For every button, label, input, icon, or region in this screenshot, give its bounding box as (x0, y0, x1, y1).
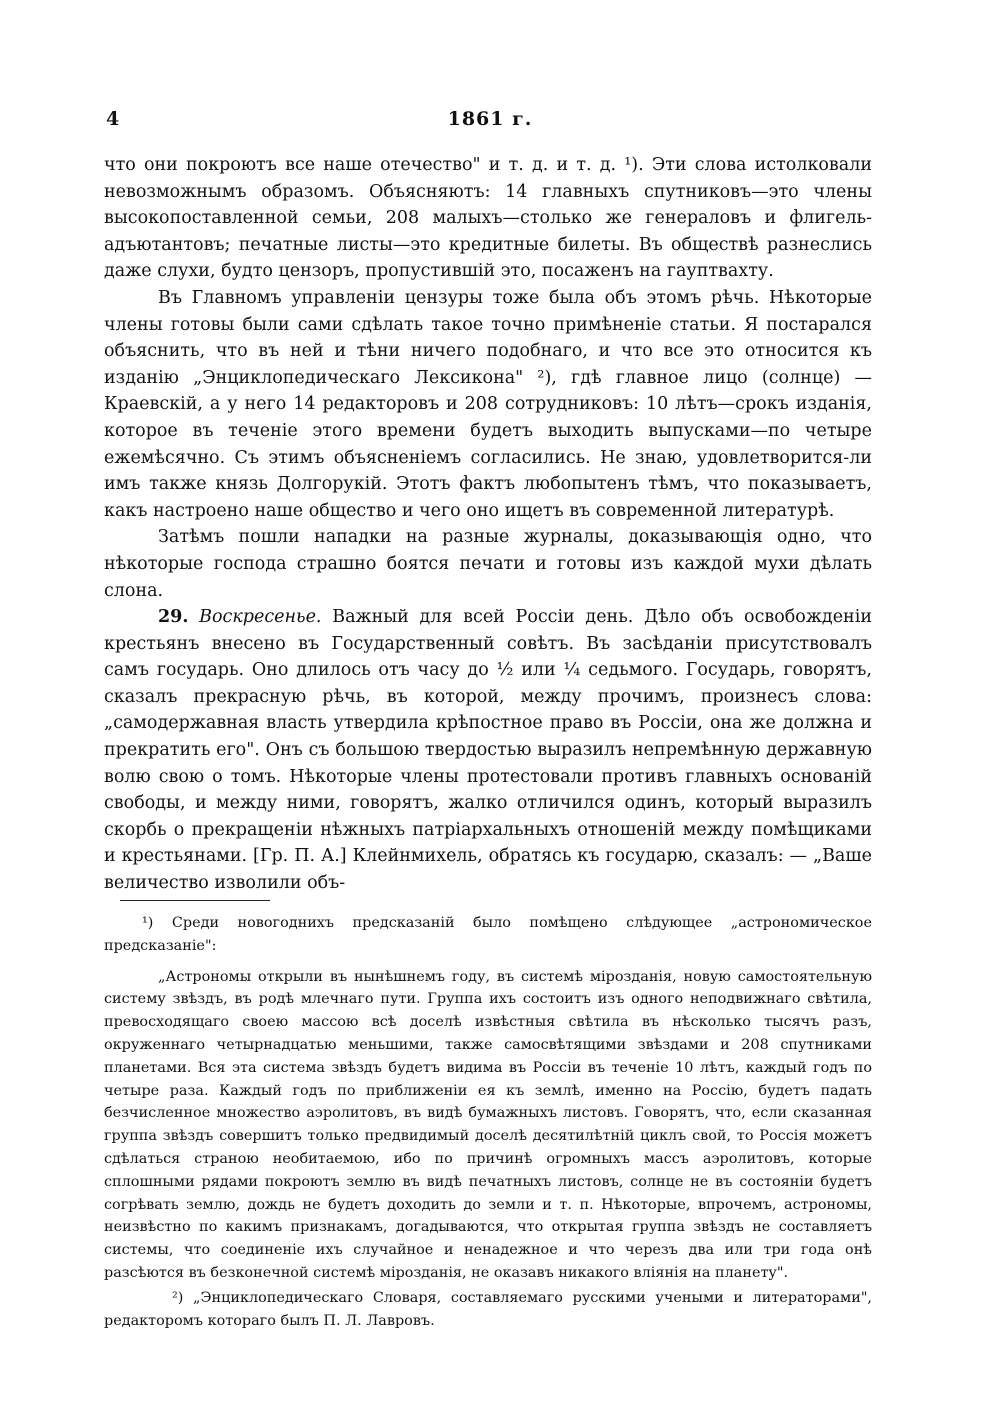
page-number: 4 (106, 108, 120, 130)
entry-date: 29. (158, 607, 189, 628)
entry-day: Воскресенье. (199, 607, 322, 628)
page-header (100, 108, 880, 138)
footnote-2-text: „Энциклопедическаго Словаря, составляемаго русскими учеными и литераторами", редакторомъ котораго былъ П. Л. Лавровъ. (104, 1289, 873, 1329)
footnote-2 (104, 1287, 872, 1333)
paragraph-1: что они покроютъ все наше отечество" и т. д. и т. д. ¹). Эти слова истолковали невозможнымъ образомъ. Объясняютъ: 14 главныхъ спутниковъ—это члены высокопоставленной семьи, 208 малыхъ—столько же генераловъ и флигель-адъютантовъ; печатные листы—это кредитные билеты. Въ обществѣ разнеслись даже слухи, будто цензоръ, пропустившій это, посаженъ на гауптвахту. (104, 155, 872, 282)
paragraph-2: Въ Главномъ управленіи цензуры тоже была объ этомъ рѣчь. Нѣкоторые члены готовы были сами сдѣлать такое точно примѣненіе статьи. Я постарался объяснить, что въ ней и тѣни ничего подобнаго, и что все это относится къ изданію „Энциклопедическаго Лексикона" ²), гдѣ главное лицо (солнце) — Краевскій, а у него 14 редакторовъ и 208 сотрудниковъ: 10 лѣтъ—срокъ изданія, которое въ теченіе этого времени будетъ выходить выпусками—по четыре ежемѣсячно. Съ этимъ объясненіемъ согласились. Не знаю, удовлетворится-ли имъ также князь Долгорукій. Этотъ фактъ любопытенъ тѣмъ, что показываетъ, какъ настроено наше общество и чего оно ищетъ въ современной литературѣ. (104, 287, 872, 521)
footnote-2-marker: ²) (172, 1289, 184, 1306)
footnote-1-quote: „Астрономы открыли въ нынѣшнемъ году, въ системѣ мірозданія, новую самостоятельную систему звѣздъ, въ родѣ млечнаго пути. Группа ихъ состоитъ изъ одного неподвижнаго свѣтила, превосходящаго своею массою всѣ доселѣ извѣстныя свѣтила въ нѣсколько тысячъ разъ, окруженнаго четырнадцатью меньшими, также самосвѣтящими звѣздами и 208 спутниками планетами. Вся эта система звѣздъ будетъ видима въ Россіи въ теченіе 10 лѣтъ, каждый годъ по четыре раза. Каждый годъ по приближеніи ея къ землѣ, именно на Россію, будетъ падать безчисленное множество аэролитовъ, въ видѣ бумажныхъ листовъ. Говорятъ, что, если сказанная группа звѣздъ совершитъ только предвидимый доселѣ десятилѣтній циклъ свой, то Россія можетъ сдѣлаться страною необитаемою, ибо по причинѣ огромныхъ массъ аэролитовъ, которые сплошными рядами покроютъ землю въ видѣ печатныхъ листовъ, солнце не въ состояніи будетъ согрѣвать землю, дождь не будетъ доходить до земли и т. п. Нѣкоторые, впрочемъ, астрономы, неизвѣстно по какимъ признакамъ, догадываются, что открытая группа звѣздъ не составляетъ системы, что соединеніе ихъ случайное и ненадежное и что черезъ два или три года онѣ разсѣются въ безконечной системѣ мірозданія, не оказавъ никакого вліянія на планету". (104, 968, 872, 1281)
entry-text: Важный для всей Россіи день. Дѣло объ освобожденіи крестьянъ внесено въ Государственный совѣтъ. Въ засѣданіи присутствовалъ самъ государь. Оно длилось отъ часу до ½ или ¼ седьмого. Государь, говорятъ, сказалъ прекрасную рѣчь, въ которой, между прочимъ, произнесъ слова: „самодержавная власть утвердила крѣпостное право въ Россіи, она же должна и прекратить его". Онъ съ большою твердостью выразилъ непремѣнную державную волю свою о томъ. Нѣкоторые члены протестовали противъ главныхъ основаній свободы, и между ними, говорятъ, жалко отличился одинъ, который выразилъ скорбь о прекращеніи нѣжныхъ патріархальныхъ отношеній между помѣщиками и крестьянами. [Гр. П. А.] Клейнмихель, обратясь къ государю, сказалъ: — „Ваше величество изволили объ- (104, 607, 872, 894)
main-text (104, 152, 872, 897)
paragraph-3: Затѣмъ пошли нападки на разные журналы, доказывающія одно, что нѣкоторые господа страшно боятся печати и готовы изъ каждой мухи дѣлать слона. (104, 527, 872, 601)
footnote-1-marker: ¹) (142, 915, 154, 931)
footnote-1-intro-text: Среди новогоднихъ предсказаній было помѣщено слѣдующее „астрономическое предсказаніе": (104, 915, 872, 954)
diary-entry (104, 604, 872, 897)
footnote-separator (120, 900, 270, 901)
footnote-1-intro (104, 912, 872, 958)
running-head: 1861 г. (447, 108, 533, 130)
footnotes (104, 912, 872, 1332)
